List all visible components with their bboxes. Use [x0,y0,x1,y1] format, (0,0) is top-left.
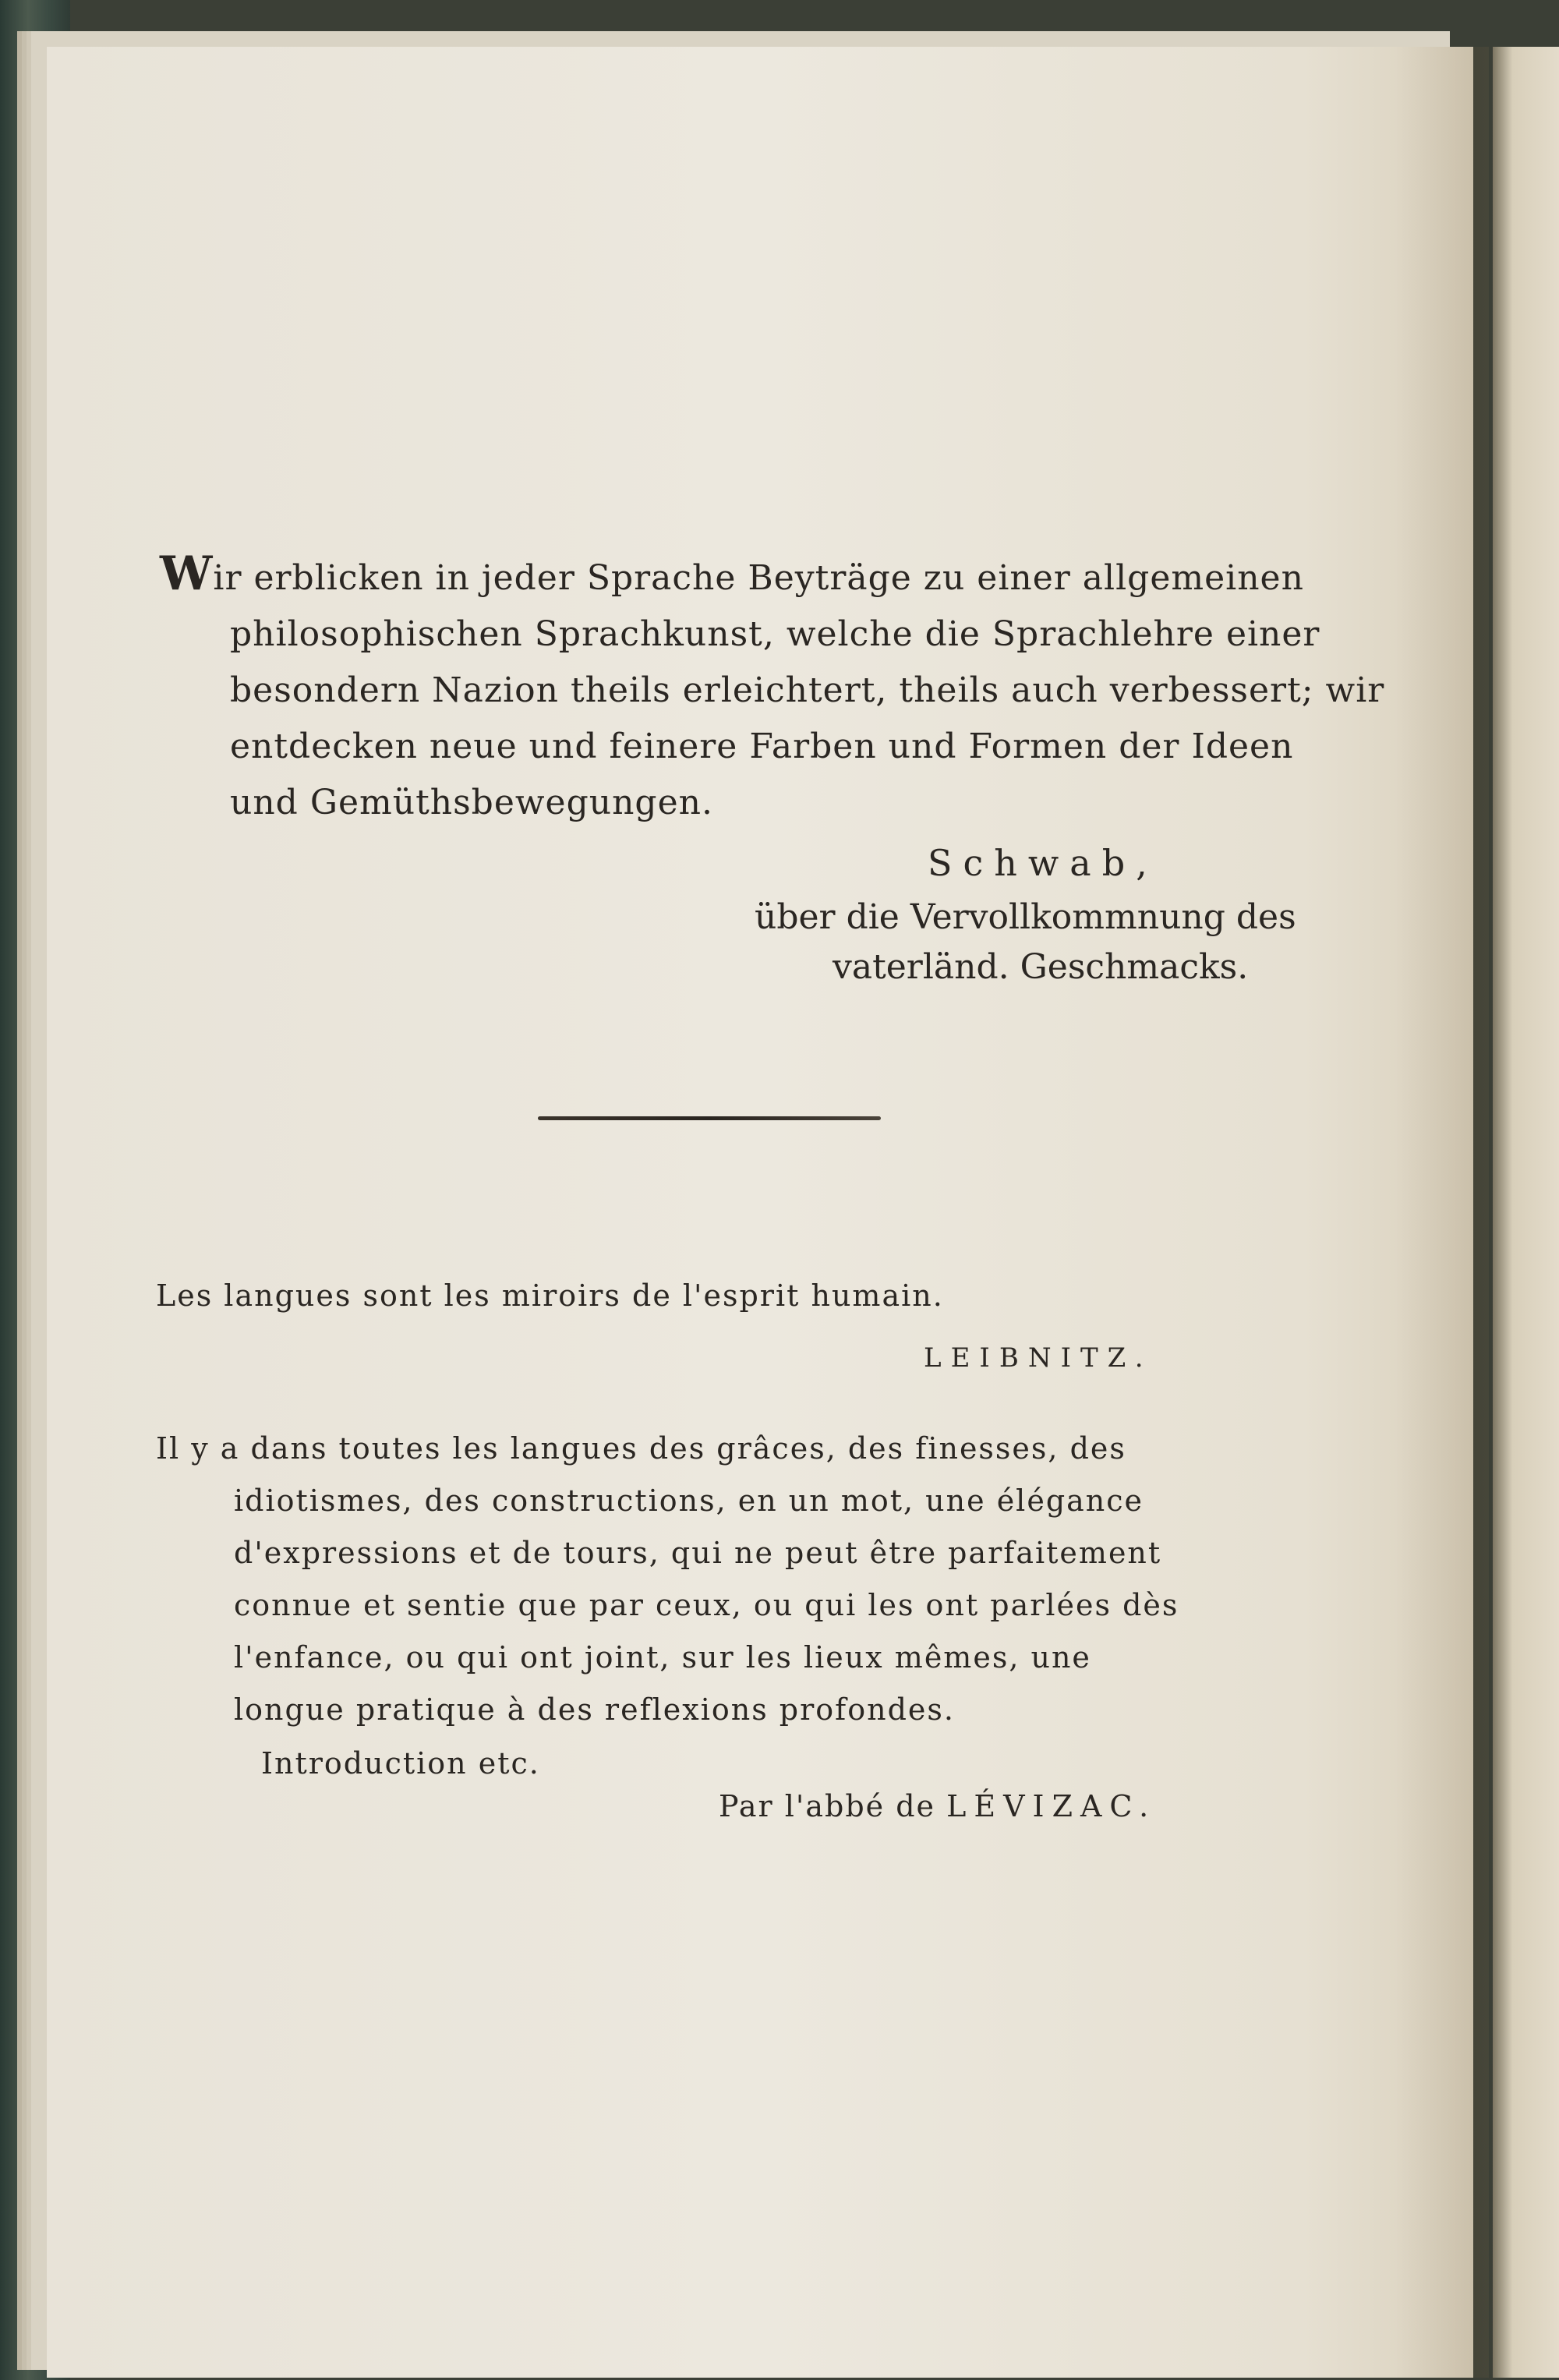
facing-page-edge [1493,47,1559,2378]
french-epigraph-2-author [719,1789,1156,1823]
french-line-5: l'enfance, ou qui ont joint, sur les lieux mêmes, une [234,1640,1091,1674]
german-line-5: und Gemüthsbewegungen. [230,783,713,822]
german-work-line-1: über die Vervollkommnung des [755,897,1296,937]
french-line-6: longue pratique à des reflexions profondes. [234,1692,955,1727]
german-work-line-2: vaterländ. Geschmacks. [833,947,1249,987]
book-page [47,47,1473,2378]
french-line-2: idiotismes, des constructions, en un mot, une élégance [234,1484,1144,1518]
german-epigraph-author: Schwab, [928,842,1158,884]
author-name: LÉVIZAC. [946,1789,1157,1823]
german-line-3: besondern Nazion theils erleichtert, theils auch verbessert; wir [230,670,1385,710]
german-line-2: philosophischen Sprachkunst, welche die Sprachlehre einer [230,614,1320,654]
french-epigraph-2 [156,1423,1294,1736]
gutter-shadow [1395,47,1489,2378]
author-prefix: Par l'abbé de [719,1789,936,1823]
french-line-4: connue et sentie que par ceux, ou qui les ont parlées dès [234,1588,1179,1622]
german-epigraph [160,546,1385,831]
french-epigraph-1-author: LEIBNITZ. [924,1342,1153,1374]
section-divider-rule [538,1116,881,1120]
german-line-4: entdecken neue und feinere Farben und Formen der Ideen [230,727,1294,766]
french-line-3: d'expressions et de tours, qui ne peut être parfaitement [234,1536,1162,1570]
french-epigraph-2-source: Introduction etc. [261,1746,540,1781]
german-epigraph-work [755,893,1296,992]
french-epigraph-1: Les langues sont les miroirs de l'esprit humain. [156,1278,944,1313]
french-line-1: Il y a dans toutes les langues des grâces, des finesses, des [156,1431,1126,1466]
german-line-1: Wir erblicken in jeder Sprache Beyträge zu einer allgemeinen [160,546,1304,601]
